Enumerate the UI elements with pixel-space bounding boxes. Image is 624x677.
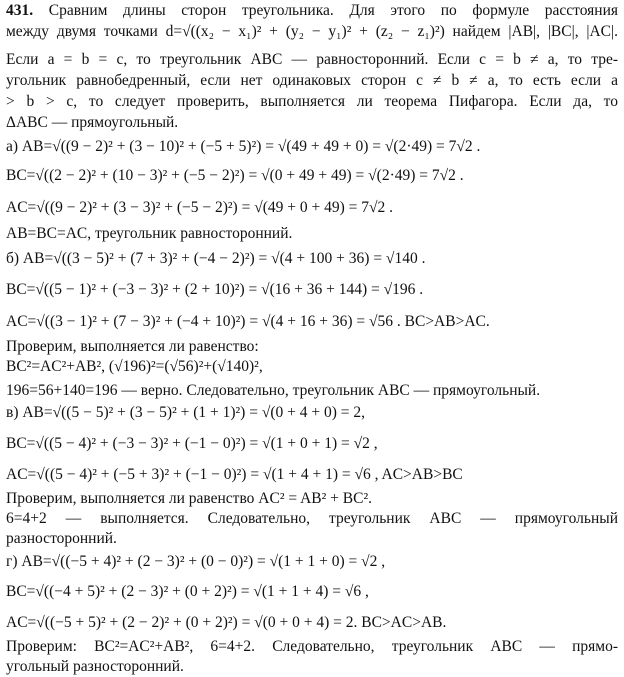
intro-line-1: 431. Сравним длины сторон треугольника. Для этого по формуле расстояния	[6, 2, 618, 19]
intro-line-6: ΔABC — прямоугольный.	[6, 114, 179, 131]
problem-number: 431.	[6, 2, 34, 19]
part-b-conclusion: 196=56+140=196 — верно. Следовательно, треугольник ABC — прямоугольный.	[6, 382, 541, 399]
part-d-ab: г) AB=√((−5 + 4)² + (2 − 3)² + (0 − 0)²) = √(1 + 1 + 0) = √2 ,	[6, 553, 386, 570]
part-a-ab: а) AB=√((9 − 2)² + (3 − 10)² + (−5 + 5)²) = √(49 + 49 + 0) = √(2·49) = 7√2 .	[6, 138, 481, 155]
part-d-ac: AC=√((−5 + 5)² + (2 − 2)² + (0 + 2)²) = √(0 + 0 + 4) = 2. BC>AC>AB.	[6, 614, 447, 631]
part-c-bc: BC=√((5 − 4)² + (−3 − 3)² + (−1 − 0)²) = √(1 + 0 + 1) = √2 ,	[6, 435, 378, 452]
part-c-ac: AC=√((5 − 4)² + (−5 + 3)² + (−1 − 0)²) = √(1 + 4 + 1) = √6 , AC>AB>BC	[6, 466, 463, 483]
part-b-ac: AC=√((3 − 1)² + (7 − 3)² + (−4 + 10)²) = √(4 + 16 + 36) = √56 . BC>AB>AC.	[6, 313, 490, 330]
part-d-conclusion: угольный разносторонний.	[6, 658, 184, 675]
part-c-check-heading: Проверим, выполняется ли равенство AC² = AB² + BC².	[6, 490, 372, 507]
part-d-check-line: Проверим: BC²=AC²+AB², 6=4+2. Следовательно, треугольник ABC — прямо-	[6, 638, 618, 655]
part-a-conclusion: AB=BC=AC, треугольник равносторонний.	[6, 225, 293, 242]
intro-line-4: угольник равнобедренный, если нет одинаковых сторон c ≠ b ≠ a, то есть если a	[6, 72, 618, 89]
part-b-check-equation: BC²=AC²+AB², (√196)²=(√56)²+(√140)²,	[6, 358, 263, 375]
part-c-conclusion-2: разносторонний.	[6, 530, 117, 547]
intro-line-3: Если a = b = c, то треугольник ABC — равносторонний. Если c = b ≠ a, то тре-	[6, 51, 618, 68]
part-c-ab: в) AB=√((5 − 5)² + (3 − 5)² + (1 + 1)²) = √(0 + 4 + 0) = 2,	[6, 404, 365, 421]
part-b-ab: б) AB=√((3 − 5)² + (7 + 3)² + (−4 − 2)²) = √(4 + 100 + 36) = √140 .	[6, 250, 426, 267]
part-d-bc: BC=√((−4 + 5)² + (2 − 3)² + (0 + 2)²) = √(1 + 1 + 4) = √6 ,	[6, 583, 369, 600]
part-c-conclusion-1: 6=4+2 — выполняется. Следовательно, треугольник ABC — прямоугольный	[6, 510, 618, 527]
part-a-bc: BC=√((2 − 2)² + (10 − 3)² + (−5 − 2)²) = √(0 + 49 + 49) = √(2·49) = 7√2 .	[6, 167, 464, 184]
intro-line-2: между двумя точками d=√((x₂ − x₁)² + (y₂ − y₁)² + (z₂ − z₁)²) найдем |AB|, |BC|, |AC|.	[6, 23, 618, 40]
part-b-bc: BC=√((5 − 1)² + (−3 − 3)² + (2 + 10)²) = √(16 + 36 + 144) = √196 .	[6, 281, 424, 298]
part-a-ac: AC=√((9 − 2)² + (3 − 3)² + (−5 − 2)²) = √(49 + 0 + 49) = 7√2 .	[6, 199, 394, 216]
intro-line-5: > b > c, то следует проверить, выполняется ли теорема Пифагора. Если да, то	[6, 93, 618, 110]
part-b-check-heading: Проверим, выполняется ли равенство:	[6, 338, 259, 355]
